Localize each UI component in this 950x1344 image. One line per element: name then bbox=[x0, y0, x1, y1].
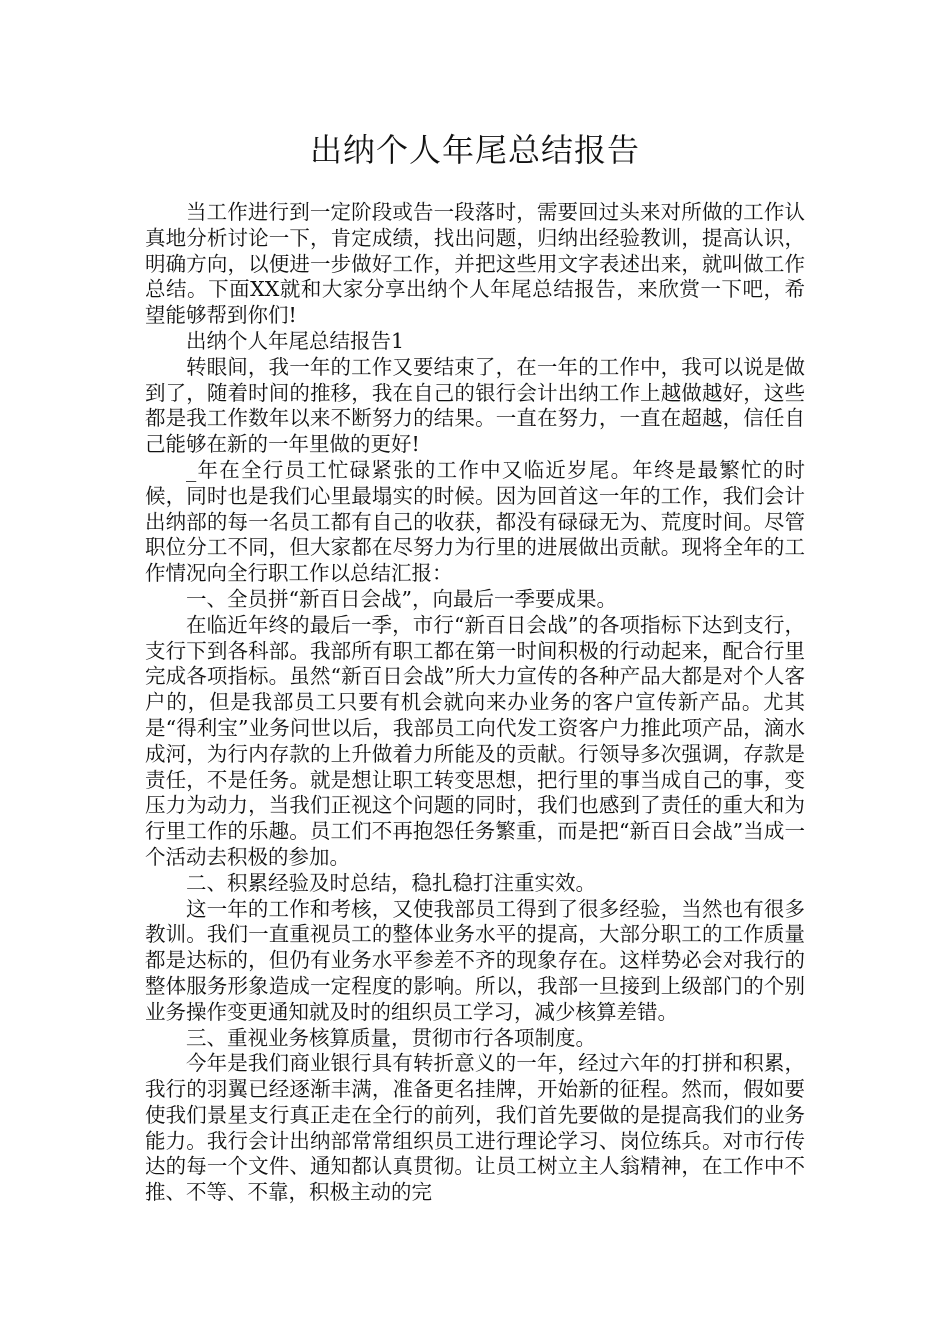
document-body bbox=[145, 200, 805, 1206]
section-heading-1: 一、全员拼“新百日会战”，向最后一季要成果。 bbox=[186, 586, 617, 611]
section-heading-2: 二、积累经验及时总结，稳扎稳打注重实效。 bbox=[186, 870, 596, 895]
body-paragraph: _年在全行员工忙碌紧张的工作中又临近岁尾。年终是最繁忙的时候，同时也是我们心里最塌实的时候。因为回首这一年的工作，我们会计出纳部的每一名员工都有自己的收获，都没有碌碌无为、荒度时间。尽管职位分工不同，但大家都在尽努力为行里的进展做出贡献。现将全年的工作情况向全行职工作以总结汇报： bbox=[145, 457, 805, 586]
section-heading-3: 三、重视业务核算质量，贯彻市行各项制度。 bbox=[186, 1025, 596, 1050]
intro-paragraph: 当工作进行到一定阶段或告一段落时，需要回过头来对所做的工作认真地分析讨论一下，肯定成绩，找出问题，归纳出经验教训，提高认识，明确方向，以便进一步做好工作，并把这些用文字表述出来，就叫做工作总结。下面XX就和大家分享出纳个人年尾总结报告，来欣赏一下吧，希望能够帮到你们! bbox=[145, 200, 805, 328]
document-title: 出纳个人年尾总结报告 bbox=[309, 131, 640, 169]
body-paragraph: 转眼间，我一年的工作又要结束了，在一年的工作中，我可以说是做到了，随着时间的推移，我在自己的银行会计出纳工作上越做越好，这些都是我工作数年以来不断努力的结果。一直在努力，一直在超越，信任自己能够在新的一年里做的更好! bbox=[145, 354, 805, 457]
body-paragraph: 在临近年终的最后一季，市行“新百日会战”的各项指标下达到支行，支行下到各科部。我部所有职工都在第一时间积极的行动起来，配合行里完成各项指标。虽然“新百日会战”所大力宣传的各种产品大都是对个人客户的，但是我部员工只要有机会就向来办业务的客户宣传新产品。尤其是“得利宝”业务问世以后，我部员工向代发工资客户力推此项产品，滴水成河，为行内存款的上升做着力所能及的贡献。行领导多次强调，存款是责任，不是任务。就是想让职工转变思想，把行里的事当成自己的事，变压力为动力，当我们正视这个问题的同时，我们也感到了责任的重大和为行里工作的乐趣。员工们不再抱怨任务繁重，而是把“新百日会战”当成一个活动去积极的参加。 bbox=[145, 612, 805, 869]
report-subtitle: 出纳个人年尾总结报告1 bbox=[186, 328, 405, 353]
body-paragraph: 这一年的工作和考核，又使我部员工得到了很多经验，当然也有很多教训。我们一直重视员工的整体业务水平的提高，大部分职工的工作质量都是达标的，但仍有业务水平参差不齐的现象存在。这样势必会对我行的整体服务形象造成一定程度的影响。所以，我部一旦接到上级部门的个别业务操作变更通知就及时的组织员工学习，减少核算差错。 bbox=[145, 896, 805, 1024]
body-paragraph: 今年是我们商业银行具有转折意义的一年，经过六年的打拼和积累，我行的羽翼已经逐渐丰满，准备更名挂牌，开始新的征程。然而，假如要使我们景星支行真正走在全行的前列，我们首先要做的是提高我们的业务能力。我行会计出纳部常常组织员工进行理论学习、岗位练兵。对市行传达的每一个文件、通知都认真贯彻。让员工树立主人翁精神，在工作中不推、不等、不靠，积极主动的完 bbox=[145, 1051, 805, 1205]
